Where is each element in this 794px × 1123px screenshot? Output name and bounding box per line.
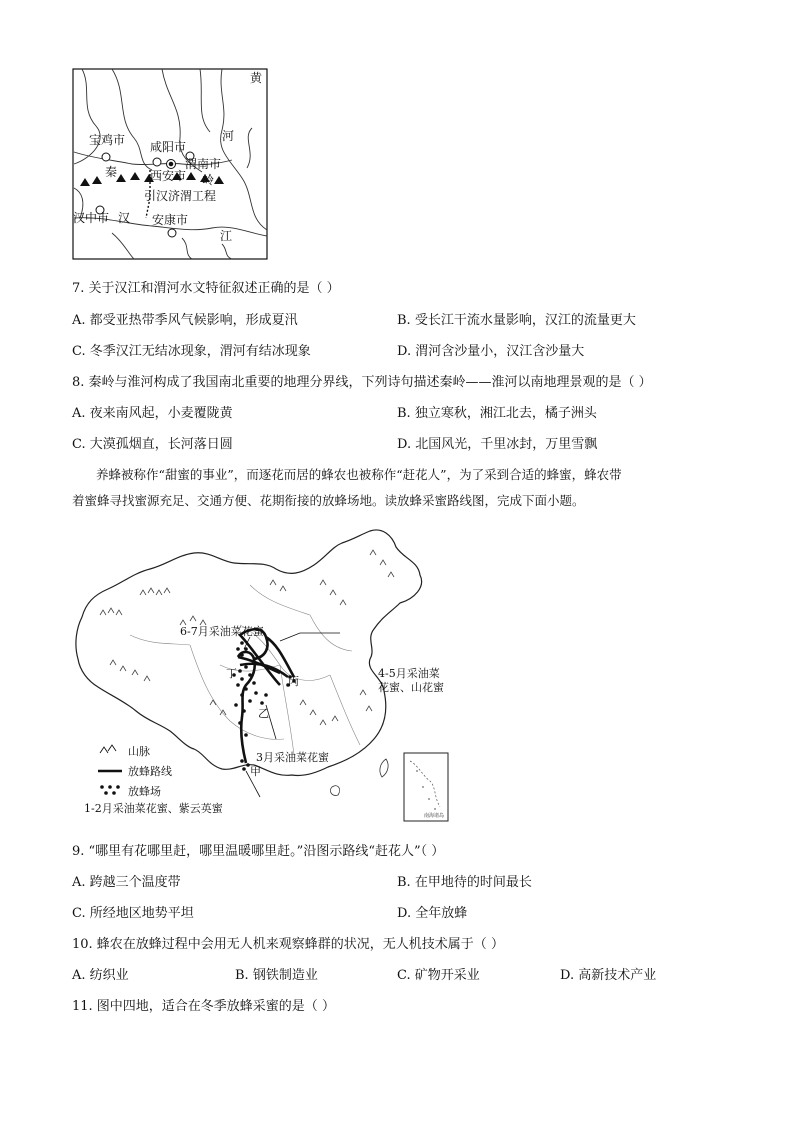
label-hanzhong: 汉中市	[73, 211, 110, 225]
label-weinan: 渭南市	[185, 157, 222, 171]
south-china-sea-inset	[404, 753, 448, 821]
q10-option-c[interactable]: C. 矿物开采业	[397, 968, 480, 983]
label-april-may-1: 4-5月采油菜	[378, 667, 440, 680]
q9-option-a[interactable]: A. 跨越三个温度带	[72, 875, 181, 890]
legend-mountain: 山脉	[128, 745, 150, 758]
q8-option-d[interactable]: D. 北国风光，千里冰封，万里雪飘	[397, 437, 598, 452]
q9-option-d[interactable]: D. 全年放蜂	[397, 906, 468, 921]
label-yi: 乙	[258, 707, 269, 720]
label-huang: 黄	[250, 71, 263, 85]
question-9-stem: 9. “哪里有花哪里赶，哪里温暖哪里赶。”沿图示路线“赶花人”（ ）	[72, 844, 445, 859]
intro-line-1: 养蜂被称作“甜蜜的事业”，而逐花而居的蜂农也被称作“赶花人”，为了采到合适的蜂蜜，蜂农带	[96, 467, 622, 482]
q9-option-c[interactable]: C. 所经地区地势平坦	[72, 906, 194, 921]
label-baoji: 宝鸡市	[89, 133, 126, 147]
q8-option-a[interactable]: A. 夜来南风起，小麦覆陇黄	[72, 406, 233, 421]
intro-line-2: 着蜜蜂寻找蜜源充足、交通方便、花期衔接的放蜂场地。读放蜂采蜜路线图，完成下面小题。	[72, 493, 585, 508]
beekeeping-intro	[72, 462, 732, 514]
label-jiang: 江	[220, 229, 233, 243]
q10-option-a[interactable]: A. 纺织业	[72, 968, 129, 983]
question-7-stem: 7. 关于汉江和渭河水文特征叙述正确的是（ ）	[72, 281, 340, 296]
hanjiang-weihe-map	[72, 68, 268, 260]
label-ding: 丁	[226, 667, 237, 680]
q9-option-b[interactable]: B. 在甲地待的时间最长	[397, 875, 532, 890]
label-jia: 甲	[250, 765, 261, 778]
label-project: 引汉济渭工程	[144, 189, 217, 203]
q7-option-d[interactable]: D. 渭河含沙量小，汉江含沙量大	[397, 344, 585, 359]
label-he: 河	[222, 129, 235, 143]
beekeeping-route-map	[70, 525, 450, 825]
legend-site: 放蜂场	[128, 785, 161, 798]
label-xianyang: 咸阳市	[150, 140, 187, 154]
question-11-stem: 11. 图中四地，适合在冬季放蜂采蜜的是（ ）	[72, 999, 335, 1014]
label-inset: 南海诸岛	[424, 813, 445, 819]
label-april-may-2: 花蜜、山花蜜	[378, 681, 444, 694]
legend-route: 放蜂路线	[128, 765, 172, 778]
q8-option-b[interactable]: B. 独立寒秋，湘江北去，橘子洲头	[397, 406, 597, 421]
q10-option-d[interactable]: D. 高新技术产业	[560, 968, 657, 983]
q10-option-b[interactable]: B. 钢铁制造业	[235, 968, 318, 983]
label-han: 汉	[118, 211, 131, 225]
question-10-stem: 10. 蜂农在放蜂过程中会用无人机来观察蜂群的状况，无人机技术属于（ ）	[72, 937, 504, 952]
label-march: 3月采油菜花蜜	[256, 751, 329, 764]
label-jan-feb: 1-2月采油菜花蜜、紫云英蜜	[84, 802, 223, 815]
label-ankang: 安康市	[152, 213, 189, 227]
q7-option-a[interactable]: A. 都受亚热带季风气候影响，形成夏汛	[72, 313, 298, 328]
q7-option-c[interactable]: C. 冬季汉江无结冰现象，渭河有结冰现象	[72, 344, 311, 359]
label-june-july: 6-7月采油菜花蜜	[180, 625, 264, 638]
label-ling: 岭	[202, 173, 215, 187]
q8-option-c[interactable]: C. 大漠孤烟直，长河落日圆	[72, 437, 233, 452]
q7-option-b[interactable]: B. 受长江干流水量影响，汉江的流量更大	[397, 313, 636, 328]
question-8-stem: 8. 秦岭与淮河构成了我国南北重要的地理分界线，下列诗句描述秦岭——淮河以南地理景观的是（ ）	[72, 375, 652, 390]
map-legend	[98, 745, 172, 798]
label-xian: 西安市	[150, 169, 187, 183]
label-bing: 丙	[288, 675, 299, 688]
label-qin: 秦	[105, 165, 118, 179]
